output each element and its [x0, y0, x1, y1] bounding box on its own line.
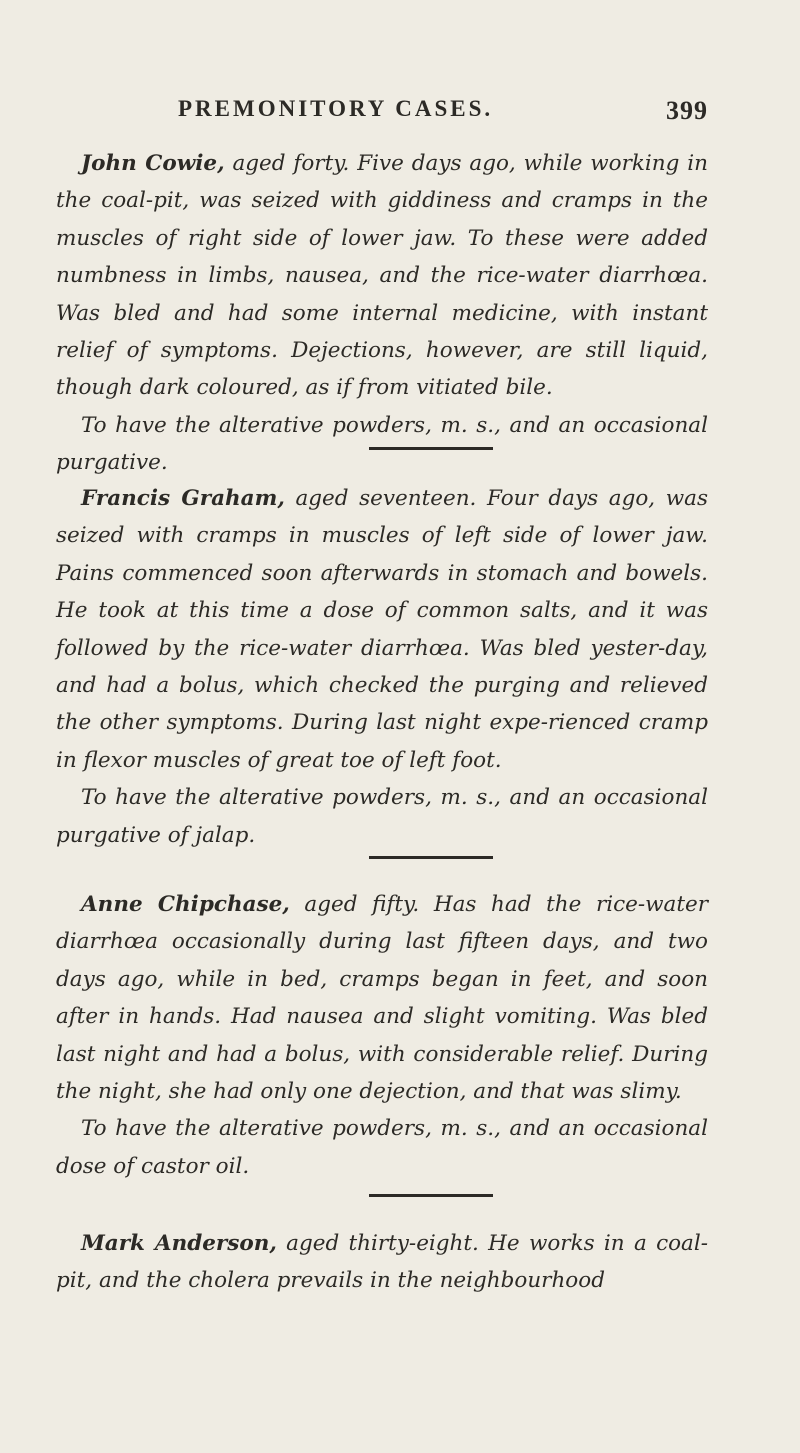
case-history-text: aged seventeen. Four days ago, was seized with cramps in muscles of left side of lower jaw. Pains commenced soon afterwards in stomach and bowels. He took at this time a dose of common salts, and it was followed by the rice-water diarrhœa. Was bled yester-day, and had a bolus, which checked the purging and relieved the other symptoms. During last night expe-rienced cramp in flexor muscles of great toe of left foot. — [56, 486, 709, 773]
patient-name: Mark Anderson, — [81, 1231, 277, 1256]
case-history — [56, 145, 708, 407]
case-history — [56, 886, 708, 1110]
case-history-text: aged forty. Five days ago, while working in the coal-pit, was seized with giddiness and cramps in the muscles of right side of lower jaw. To these were added numbness in limbs, nausea, and the rice-water diarrhœa. Was bled and had some internal medicine, with instant relief of symptoms. Dejections, however, are still liquid, though dark coloured, as if from vitiated bile. — [56, 151, 708, 401]
case-treatment: To have the alterative powders, m. s., and an occasional purgative of jalap. — [56, 785, 708, 848]
case-history — [56, 1225, 708, 1300]
case-separator — [369, 856, 493, 859]
page-number: 399 — [666, 96, 708, 125]
page-header — [56, 96, 708, 136]
case-entry — [56, 886, 708, 1185]
running-head: PREMONITORY CASES. — [178, 96, 494, 121]
case-treatment: To have the alterative powders, m. s., and an occasional dose of castor oil. — [56, 1116, 708, 1179]
case-entry — [56, 1225, 708, 1300]
case-history — [56, 480, 708, 779]
book-page — [56, 0, 708, 1453]
case-history-text: aged fifty. Has had the rice-water diarrhœa occasionally during last fifteen days, and two days ago, while in bed, cramps began in feet, and soon after in hands. Had nausea and slight vomiting. Was bled last night and had a bolus, with considerable relief. During the night, she had only one dejection, and that was slimy. — [56, 892, 708, 1105]
case-history-text: aged thirty-eight. He works in a coal-pit, and the cholera prevails in the neighbourhood — [56, 1231, 709, 1294]
patient-name: Francis Graham, — [81, 486, 285, 511]
patient-name: Anne Chipchase, — [81, 892, 290, 917]
case-entry — [56, 480, 708, 854]
case-separator — [369, 447, 493, 450]
case-separator — [369, 1194, 493, 1197]
case-entry — [56, 145, 708, 482]
patient-name: John Cowie, — [81, 151, 225, 176]
case-treatment: To have the alterative powders, m. s., and an occasional purgative. — [56, 412, 708, 476]
